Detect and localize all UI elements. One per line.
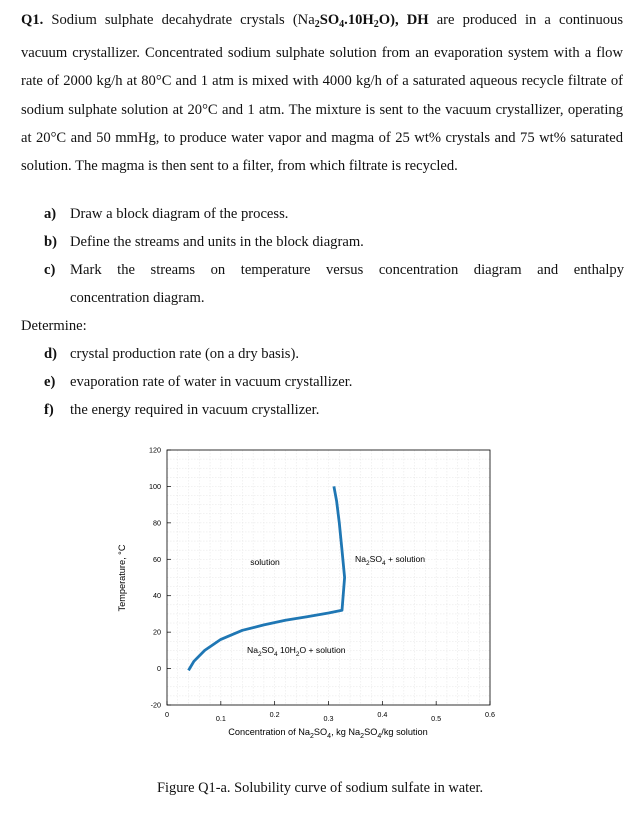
x-ticks xyxy=(165,701,495,723)
y-tick-label: 0 xyxy=(157,664,161,674)
t: 10H xyxy=(277,645,296,655)
task-label: a) xyxy=(44,206,57,222)
formula-sub-2: 4 xyxy=(339,19,345,30)
question-number: Q1. xyxy=(21,12,44,28)
task-text-2: concentration diagram. xyxy=(70,290,205,306)
task-label: c) xyxy=(44,262,56,278)
task-label: f) xyxy=(44,402,54,418)
dh-label: DH xyxy=(406,12,429,28)
t: SO xyxy=(313,727,328,737)
x-tick-label: 0.5 xyxy=(431,714,442,723)
annotation-region-bottom xyxy=(247,645,346,658)
formula-end: O), xyxy=(378,12,407,28)
t: 2 xyxy=(258,651,262,658)
t: 2 xyxy=(366,560,370,567)
y-tick-label: 60 xyxy=(153,554,161,564)
x-tick-label: 0.2 xyxy=(269,710,280,719)
t: /kg solution xyxy=(381,727,428,737)
task-text: Define the streams and units in the block diagram. xyxy=(70,234,364,250)
task-text: crystal production rate (on a dry basis). xyxy=(70,346,299,362)
formula-mid-2: .10H xyxy=(344,12,374,28)
x-axis-label xyxy=(228,727,428,740)
x-tick-label: 0 xyxy=(165,710,169,719)
chart-grid xyxy=(167,450,490,705)
t: O + solution xyxy=(299,645,346,655)
task-label: b) xyxy=(44,234,57,250)
t: 2 xyxy=(295,651,300,658)
t: , kg Na xyxy=(331,727,361,737)
x-tick-label: 0.4 xyxy=(377,710,388,719)
task-label: e) xyxy=(44,374,56,390)
question-text-2: are produced in a continuous vacuum crystallizer. Concentrated sodium sulphate solution from an evaporation system with a flow rate of 2000 kg/h at 80°C and 1 atm is mixed with 4000 kg/h of a saturated aqueous recycle filtrate of sodium sulphate solution at 20°C and 1 atm. The mixture is sent to the vacuum crystallizer, operating at 20°C and 50 mmHg, to produce water vapor and magma of 25 wt% crystals and 75 wt% saturated solution. The magma is then sent to a filter, from which filtrate is recycled. xyxy=(21,12,624,175)
task-label: d) xyxy=(44,346,57,362)
y-tick-label: 80 xyxy=(153,518,161,528)
t: 4 xyxy=(377,733,382,740)
y-axis-label: Temperature, °C xyxy=(117,544,127,612)
t: 4 xyxy=(327,733,332,740)
t: SO xyxy=(369,554,383,564)
question-text-1: Sodium sulphate decahydrate crystals (Na xyxy=(43,12,315,28)
y-tick-label: 40 xyxy=(153,591,161,601)
formula-sub-3: 2 xyxy=(373,19,379,30)
x-tick-label: 0.6 xyxy=(485,710,495,719)
y-tick-label: -20 xyxy=(150,700,161,710)
t: SO xyxy=(261,645,275,655)
formula-mid: SO xyxy=(319,12,340,28)
task-text: the energy required in vacuum crystallizer. xyxy=(70,402,320,418)
y-tick-label: 120 xyxy=(149,445,161,455)
t: 2 xyxy=(309,733,314,740)
t: 2 xyxy=(360,733,365,740)
task-text: evaporation rate of water in vacuum crystallizer. xyxy=(70,374,353,390)
t: 4 xyxy=(382,560,386,567)
t: Na xyxy=(247,645,258,655)
task-text: Mark the streams on temperature versus concentration diagram and enthalpy xyxy=(70,262,624,278)
formula-sub-1: 2 xyxy=(314,19,320,30)
annotation-solution: solution xyxy=(250,557,280,567)
t: 4 xyxy=(274,651,278,658)
t: + solution xyxy=(385,554,426,564)
figure-caption: Figure Q1-a. Solubility curve of sodium sulfate in water. xyxy=(157,780,484,796)
y-tick-label: 20 xyxy=(153,627,161,637)
t: SO xyxy=(364,727,378,737)
t: Concentration of Na xyxy=(228,727,310,737)
task-text: Draw a block diagram of the process. xyxy=(70,206,289,222)
x-tick-label: 0.3 xyxy=(323,714,334,723)
x-tick-label: 0.1 xyxy=(215,714,226,723)
t: Na xyxy=(355,554,366,564)
determine-label: Determine: xyxy=(21,318,87,334)
y-tick-label: 100 xyxy=(149,481,161,491)
